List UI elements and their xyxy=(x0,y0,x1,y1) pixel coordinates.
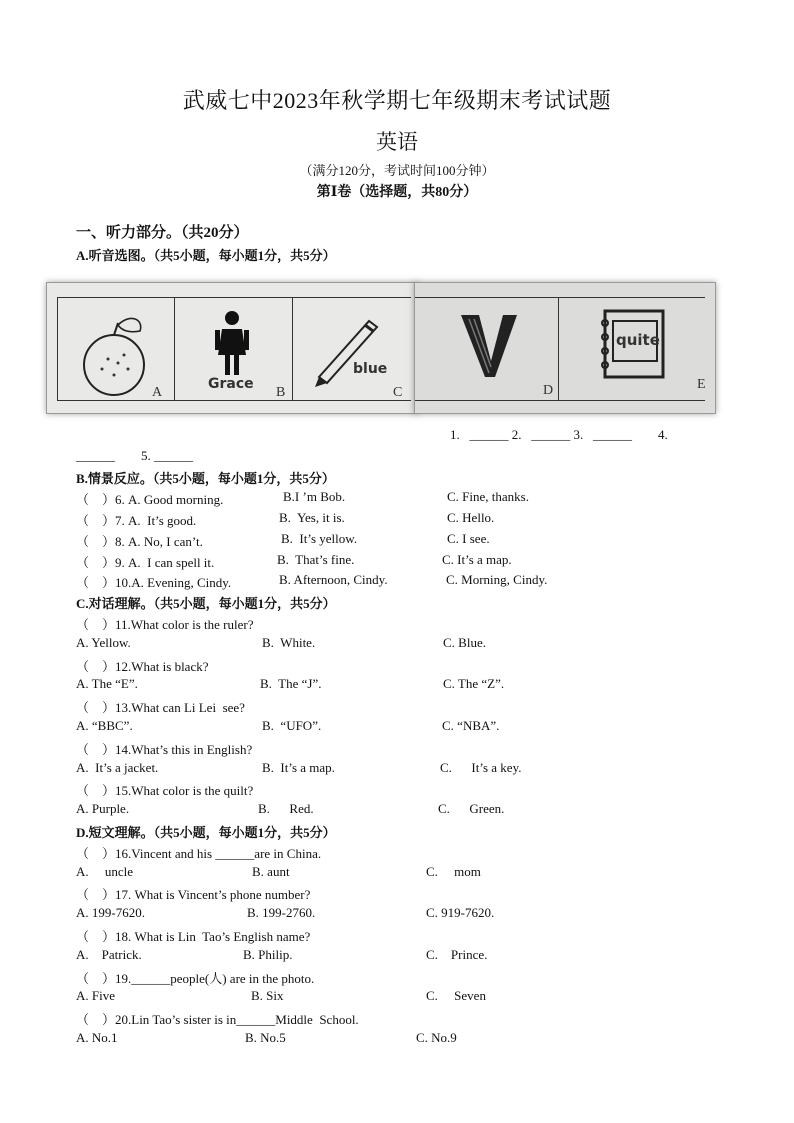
question-10-option-a: （ ）10.A. Evening, Cindy. xyxy=(76,575,232,590)
question-7-option-a: （ ）7. A. It’s good. xyxy=(76,513,197,528)
question-15-option-b: B. Red. xyxy=(258,801,314,816)
question-14-option-c: C. It’s a key. xyxy=(440,760,522,775)
volume-title: 第Ⅰ卷（选择题，共80分） xyxy=(316,185,478,200)
question-11-option-c: C. Blue. xyxy=(443,635,486,650)
orange-icon xyxy=(78,311,158,401)
question-13-option-a: A. “BBC”. xyxy=(76,718,133,733)
question-10-option-c: C. Morning, Cindy. xyxy=(446,572,548,587)
picture-strip-right xyxy=(414,282,716,414)
partA-title: A.听音选图。（共5小题，每小题1分，共5分） xyxy=(76,248,336,263)
question-16-option-a: A. uncle xyxy=(76,864,134,879)
answer-blanks-1-4: 1. ______ 2. ______ 3. ______ 4. xyxy=(450,427,668,442)
question-11-option-a: A. Yellow. xyxy=(76,635,131,650)
question-13-text: （ ）13.What can Li Lei see? xyxy=(76,700,245,715)
picture-label-e: E xyxy=(697,377,706,392)
question-17-option-b: B. 199-2760. xyxy=(247,905,316,920)
question-9-option-c: C. It’s a map. xyxy=(442,552,512,567)
question-6-option-c: C. Fine, thanks. xyxy=(447,489,529,504)
question-15-option-a: A. Purple. xyxy=(76,801,130,816)
question-13-option-b: B. “UFO”. xyxy=(262,718,322,733)
question-19-option-a: A. Five xyxy=(76,988,115,1003)
picture-label-a: A xyxy=(152,385,163,400)
exam-title: 武威七中2023年秋学期七年级期末考试试题 xyxy=(182,88,612,113)
question-20-option-c: C. No.9 xyxy=(416,1030,457,1045)
question-11-option-b: B. White. xyxy=(262,635,316,650)
question-15-text: （ ）15.What color is the quilt? xyxy=(76,783,254,798)
letter-v-icon xyxy=(459,311,519,381)
question-14-text: （ ）14.What’s this in English? xyxy=(76,742,253,757)
picture-cell-b xyxy=(174,297,293,401)
picture-text-grace: Grace xyxy=(208,376,254,392)
question-18-option-b: B. Philip. xyxy=(243,947,293,962)
picture-cell-c xyxy=(293,297,411,401)
section1-title: 一、听力部分。（共20分） xyxy=(76,225,249,241)
picture-strip-left xyxy=(46,282,418,414)
picture-cell-e xyxy=(559,297,706,401)
partB-title: B.情景反应。（共5小题，每小题1分，共5分） xyxy=(76,471,335,486)
picture-text-blue: blue xyxy=(353,361,388,377)
question-16-text: （ ）16.Vincent and his ______are in China. xyxy=(76,846,322,861)
question-17-text: （ ）17. What is Vincent’s phone number? xyxy=(76,887,311,902)
question-20-option-a: A. No.1 xyxy=(76,1030,118,1045)
question-19-option-c: C. Seven xyxy=(426,988,486,1003)
question-16-option-c: C. mom xyxy=(426,864,481,879)
picture-cell-d xyxy=(415,297,559,401)
question-12-option-a: A. The “E”. xyxy=(76,676,138,691)
partC-title: C.对话理解。（共5小题，每小题1分，共5分） xyxy=(76,596,336,611)
question-14-option-b: B. It’s a map. xyxy=(262,760,335,775)
question-20-text: （ ）20.Lin Tao’s sister is in______Middle School. xyxy=(76,1012,359,1027)
question-9-option-b: B. That’s fine. xyxy=(277,552,355,567)
exam-note: （满分120分，考试时间100分钟） xyxy=(299,163,495,178)
question-20-option-b: B. No.5 xyxy=(245,1030,286,1045)
question-13-option-c: C. “NBA”. xyxy=(442,718,500,733)
question-17-option-c: C. 919-7620. xyxy=(426,905,495,920)
question-6-option-b: B.I ’m Bob. xyxy=(283,489,346,504)
picture-label-d: D xyxy=(543,383,554,398)
picture-cell-a xyxy=(57,297,175,401)
picture-label-c: C xyxy=(393,385,403,400)
question-12-text: （ ）12.What is black? xyxy=(76,659,209,674)
question-8-option-c: C. I see. xyxy=(447,531,490,546)
question-18-text: （ ）18. What is Lin Tao’s English name? xyxy=(76,929,311,944)
question-8-option-b: B. It’s yellow. xyxy=(281,531,358,546)
question-15-option-c: C. Green. xyxy=(438,801,505,816)
question-18-option-c: C. Prince. xyxy=(426,947,488,962)
question-7-option-b: B. Yes, it is. xyxy=(279,510,345,525)
question-7-option-c: C. Hello. xyxy=(447,510,495,525)
picture-text-quite: quite xyxy=(616,331,660,349)
question-19-option-b: B. Six xyxy=(251,988,284,1003)
question-12-option-c: C. The “Z”. xyxy=(443,676,505,691)
subject-title: 英语 xyxy=(376,130,418,154)
question-9-option-a: （ ）9. A. I can spell it. xyxy=(76,555,215,570)
picture-label-b: B xyxy=(276,385,286,400)
girl-icon xyxy=(212,309,252,379)
question-14-option-a: A. It’s a jacket. xyxy=(76,760,159,775)
question-6-option-a: （ ）6. A. Good morning. xyxy=(76,492,224,507)
question-19-text: （ ）19.______people(人) are in the photo. xyxy=(76,971,315,986)
partD-title: D.短文理解。（共5小题，每小题1分，共5分） xyxy=(76,825,336,840)
question-18-option-a: A. Patrick. xyxy=(76,947,142,962)
question-16-option-b: B. aunt xyxy=(252,864,290,879)
question-12-option-b: B. The “J”. xyxy=(260,676,322,691)
question-17-option-a: A. 199-7620. xyxy=(76,905,145,920)
question-10-option-b: B. Afternoon, Cindy. xyxy=(279,572,388,587)
answer-blanks-5: ______ 5. ______ xyxy=(76,448,193,463)
question-8-option-a: （ ）8. A. No, I can’t. xyxy=(76,534,203,549)
question-11-text: （ ）11.What color is the ruler? xyxy=(76,617,254,632)
